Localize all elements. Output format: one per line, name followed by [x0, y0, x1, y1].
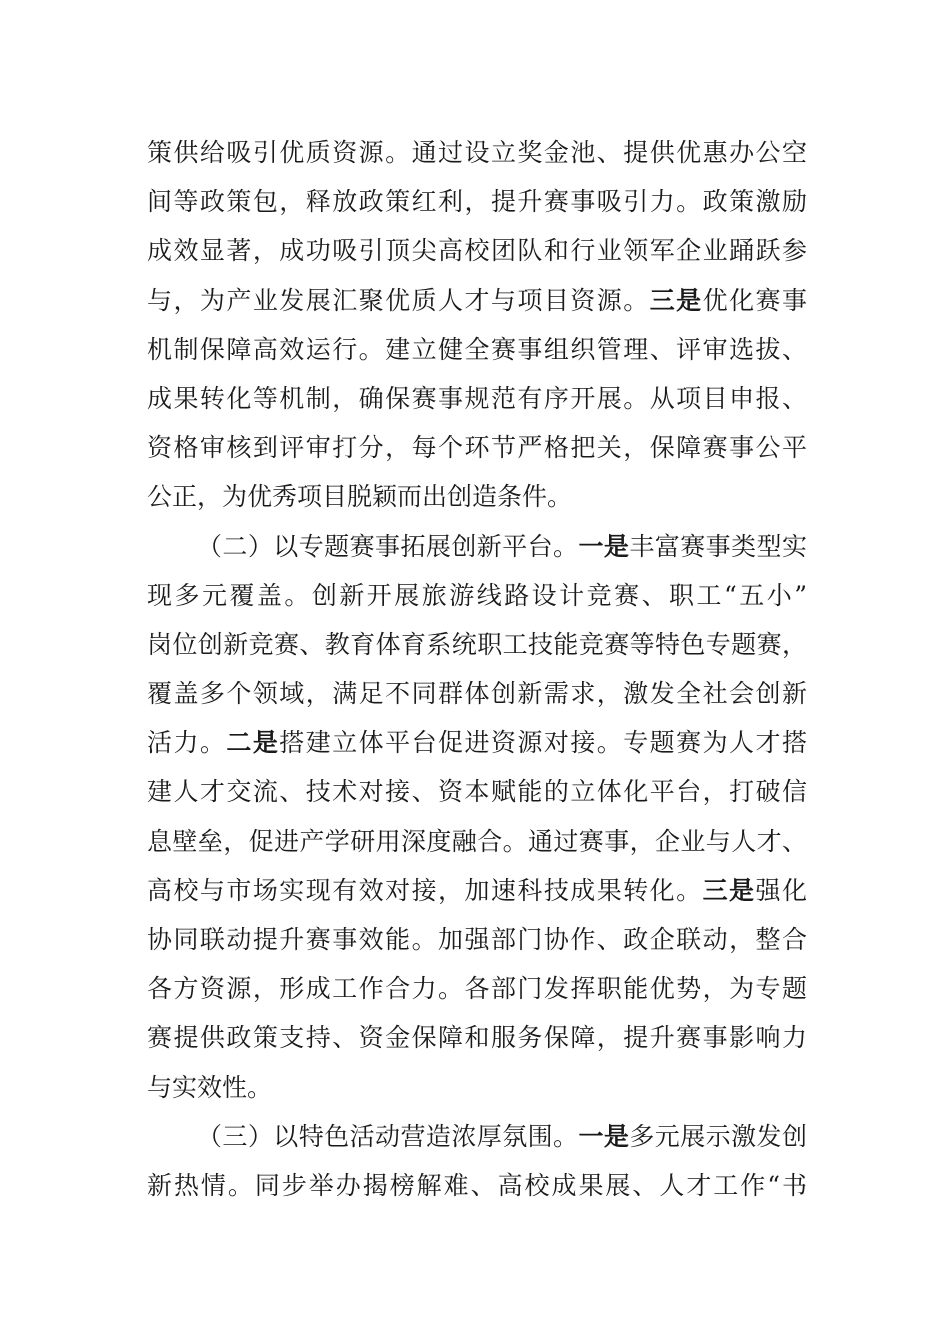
text-line	[147, 620, 807, 669]
text-line	[147, 571, 807, 620]
text-line	[147, 423, 807, 472]
text-segment: 建人才交流、技术对接、资本赋能的立体化平台，打破信	[147, 777, 807, 807]
text-segment: 协同联动提升赛事效能。加强部门协作、政企联动，整合	[147, 925, 807, 954]
text-line	[147, 226, 807, 275]
text-line	[147, 1063, 807, 1112]
text-line	[147, 177, 807, 226]
bold-lead-phrase: 一是	[578, 1121, 630, 1151]
text-segment: 间等政策包，释放政策红利，提升赛事吸引力。政策激励	[147, 187, 807, 217]
text-segment: 活力。	[147, 728, 227, 758]
text-line	[147, 1161, 807, 1210]
text-segment: 赛提供政策支持、资金保障和服务保障，提升赛事影响力	[147, 1023, 807, 1053]
text-segment: （三）以特色活动营造浓厚氛围。	[197, 1121, 579, 1151]
text-line	[147, 866, 807, 915]
text-line	[147, 767, 807, 816]
text-segment: 成果转化等机制，确保赛事规范有序开展。从项目申报、	[147, 383, 807, 413]
bold-lead-phrase: 三是	[702, 875, 756, 905]
text-line	[147, 669, 807, 718]
text-line	[147, 276, 807, 325]
text-segment: 覆盖多个领域，满足不同群体创新需求，激发全社会创新	[147, 679, 807, 709]
text-line	[147, 522, 807, 571]
text-segment: 资格审核到评审打分，每个环节严格把关，保障赛事公平	[147, 433, 807, 463]
text-line	[147, 472, 807, 521]
text-line	[147, 915, 807, 964]
text-segment: 强化	[755, 875, 807, 905]
text-line	[147, 1013, 807, 1062]
text-line	[147, 718, 807, 767]
text-segment: 丰富赛事类型实	[629, 531, 807, 561]
text-segment: 与实效性。	[147, 1072, 273, 1102]
text-segment: 公正，为优秀项目脱颖而出创造条件。	[147, 482, 573, 512]
text-segment: 息壁垒，促进产学研用深度融合。通过赛事，企业与人才、	[147, 826, 807, 856]
text-segment: 岗位创新竞赛、教育体育系统职工技能竞赛等特色专题赛，	[147, 629, 807, 659]
text-segment: 成效显著，成功吸引顶尖高校团队和行业领军企业踊跃参	[147, 236, 807, 266]
text-segment: 各方资源，形成工作合力。各部门发挥职能优势，为专题	[147, 974, 807, 1004]
text-line	[147, 128, 807, 177]
bold-lead-phrase: 三是	[649, 285, 703, 315]
text-segment: 机制保障高效运行。建立健全赛事组织管理、评审选拔、	[147, 334, 807, 364]
text-segment: 新热情。同步举办揭榜解难、高校成果展、人才工作“书	[147, 1170, 807, 1200]
text-segment: 高校与市场实现有效对接，加速科技成果转化。	[147, 875, 703, 905]
bold-lead-phrase: 一是	[578, 531, 630, 561]
text-segment: 多元展示激发创	[629, 1121, 807, 1151]
text-line	[147, 1112, 807, 1161]
text-line	[147, 374, 807, 423]
document-body	[147, 128, 807, 1210]
text-segment: 策供给吸引优质资源。通过设立奖金池、提供优惠办公空	[147, 138, 807, 167]
text-line	[147, 325, 807, 374]
bold-lead-phrase: 二是	[226, 728, 280, 758]
text-segment: 现多元覆盖。创新开展旅游线路设计竞赛、职工“五小”	[147, 580, 807, 610]
text-line	[147, 964, 807, 1013]
text-line	[147, 817, 807, 866]
text-segment: 搭建立体平台促进资源对接。专题赛为人才搭	[279, 728, 807, 758]
text-segment: 优化赛事	[702, 285, 807, 315]
text-segment: 与，为产业发展汇聚优质人才与项目资源。	[147, 285, 650, 315]
text-segment: （二）以专题赛事拓展创新平台。	[197, 531, 579, 561]
